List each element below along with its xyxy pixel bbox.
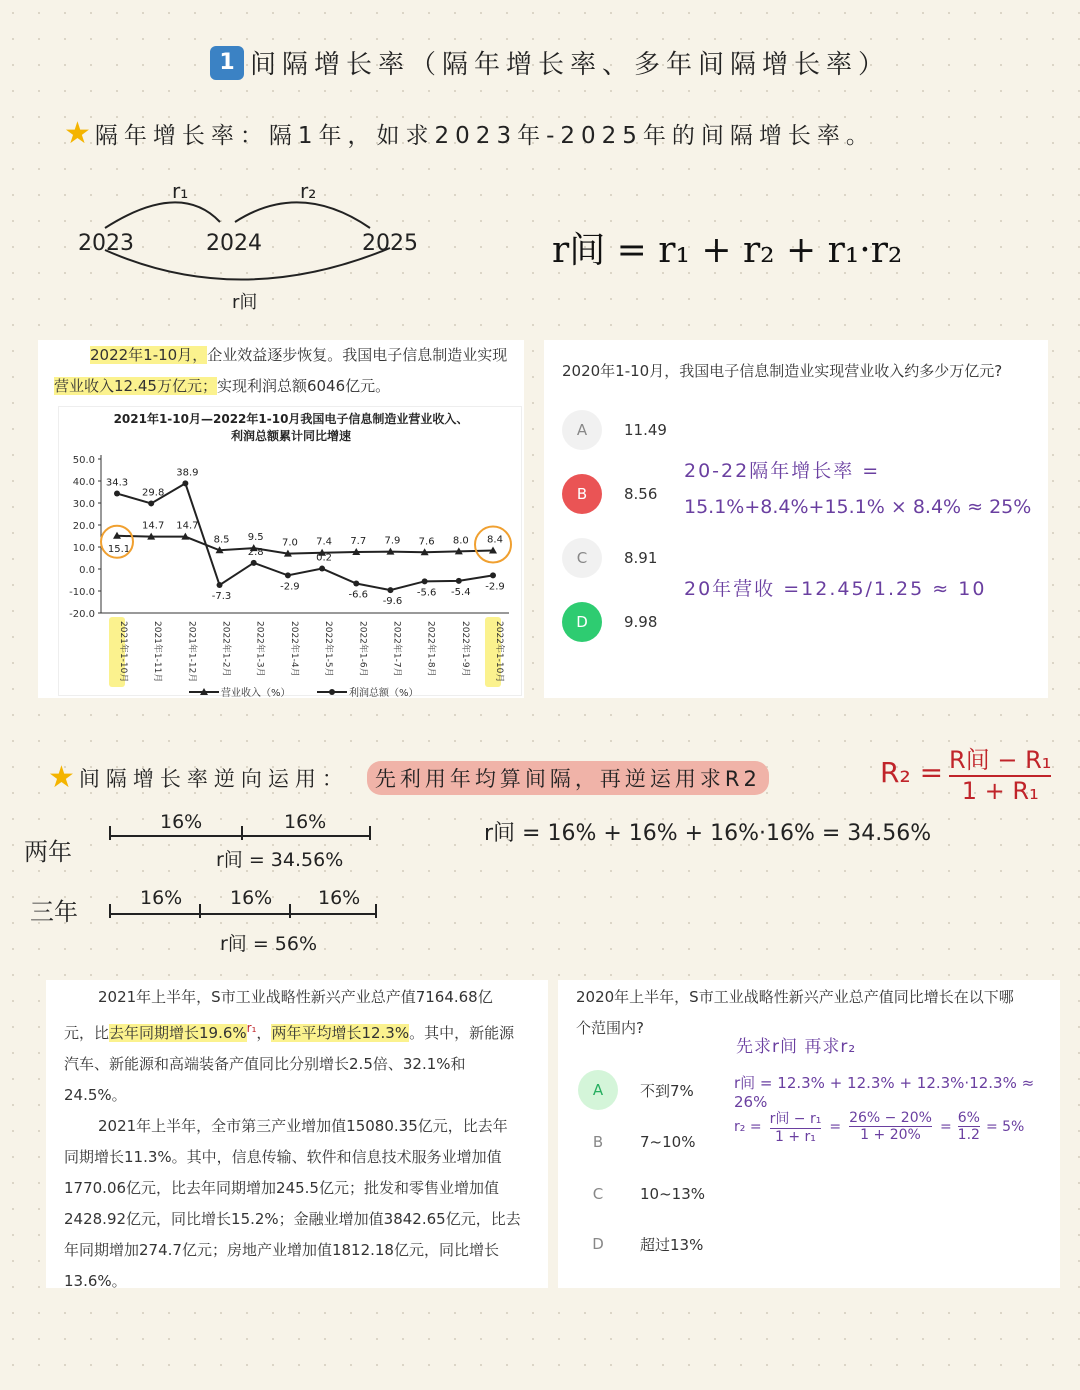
- y-tick-label: 40.0: [72, 477, 95, 488]
- section1-heading: [64, 116, 875, 151]
- data-label: 8.4: [487, 534, 503, 546]
- year-2023: 2023: [78, 231, 134, 256]
- data-label: 7.6: [418, 536, 435, 548]
- page-title-text: 间隔增长率（隔年增长率、多年间隔增长率）: [250, 50, 891, 80]
- q2-f3-den: 1.2: [957, 1127, 980, 1143]
- data-label: 7.0: [281, 537, 298, 549]
- y-tick-label: -10.0: [69, 587, 95, 598]
- para-line1: 企业效益逐步恢复。我国电子信息制造业实现: [207, 346, 508, 364]
- question-2-line2: 个范围内?: [576, 1019, 644, 1037]
- y-tick-label: -20.0: [69, 609, 95, 620]
- profit-point: [251, 560, 257, 566]
- x-tick-label: 2022年1-9月: [459, 621, 470, 677]
- highlight-avg: 两年平均增长12.3%: [271, 1024, 410, 1042]
- q2-note-2: r间 = 12.3% + 12.3% + 12.3%·12.3% ≈ 26%: [734, 1074, 1035, 1111]
- data-label: 8.5: [213, 534, 230, 546]
- data-label: 7.4: [316, 536, 333, 548]
- two-year-r: r间 = 34.56%: [216, 849, 344, 871]
- number-badge: 1: [210, 46, 244, 80]
- data-label: 8.0: [452, 535, 469, 547]
- seg-16-b: 16%: [284, 811, 327, 833]
- x-tick-label: 2022年1-4月: [288, 621, 299, 677]
- option-c-value: 8.91: [624, 549, 658, 567]
- p1-c: 汽车、新能源和高端装备产值同比分别增长2.5倍、32.1%和: [64, 1055, 466, 1073]
- option-c[interactable]: [562, 538, 657, 578]
- page-title: [210, 44, 890, 81]
- q2-f2-den: 1 + 20%: [860, 1127, 921, 1143]
- y-tick-label: 20.0: [72, 521, 95, 532]
- q2-option-c-value: 10~13%: [640, 1185, 705, 1203]
- chart-card: [38, 340, 524, 698]
- label-r1: r₁: [172, 179, 189, 203]
- x-tick-label: 2022年1-8月: [425, 621, 436, 677]
- data-label: -2.9: [485, 581, 505, 593]
- p1-a: 2021年上半年，S市工业战略性新兴产业总产值7164.68亿: [98, 988, 493, 1006]
- y-tick-label: 0.0: [79, 565, 95, 576]
- q2-option-c[interactable]: [578, 1174, 705, 1214]
- r2-formula-lhs: R₂ =: [880, 756, 944, 789]
- option-a-letter: A: [562, 410, 602, 450]
- x-tick-label: 2022年1-3月: [254, 621, 265, 677]
- q2-f1-den: 1 + r₁: [774, 1129, 816, 1145]
- y-tick-label: 10.0: [72, 543, 95, 554]
- q2-f1-num: r间 − r₁: [769, 1111, 822, 1127]
- p1-d: 24.5%。: [64, 1086, 127, 1104]
- profit-point: [422, 578, 428, 584]
- q2-option-b[interactable]: [578, 1122, 695, 1162]
- para-line2: 实现利润总额6046亿元。: [216, 377, 391, 395]
- data-label: 38.9: [176, 467, 199, 479]
- three-year-r: r间 = 56%: [220, 933, 318, 955]
- data-label: 9.5: [247, 532, 264, 544]
- q2-note-1: 先求r间 再求r₂: [736, 1037, 857, 1057]
- profit-point: [217, 582, 223, 588]
- label-rj: r间: [232, 292, 258, 313]
- y-tick-label: 50.0: [72, 455, 95, 466]
- star-icon: ★: [64, 116, 91, 151]
- x-tick-label: 2022年1-5月: [323, 621, 334, 677]
- data-label: -5.4: [451, 586, 471, 598]
- question-card-1: [544, 340, 1048, 698]
- x-tick-label: 2022年1-6月: [357, 621, 368, 677]
- q2-option-b-value: 7~10%: [640, 1133, 696, 1151]
- interval-formula: r间 = r₁ + r₂ + r₁·r₂: [552, 230, 903, 271]
- q2-option-a-value: 不到7%: [640, 1081, 694, 1100]
- label-r2: r₂: [300, 179, 317, 203]
- data-label: 2.8: [247, 546, 264, 558]
- note-3: 20年营收 =12.45/1.25 ≈ 10: [684, 578, 987, 600]
- q2-note-3: r₂ = r间 − r₁ 1 + r₁ = 26% − 20% 1 + 20% = 6% 1.2 = 5%: [734, 1110, 1025, 1145]
- q2-option-a-letter: A: [578, 1070, 618, 1110]
- data-label: 7.7: [350, 536, 367, 548]
- r2-formula-num: R间 − R₁: [949, 746, 1052, 774]
- data-label: 0.2: [316, 552, 333, 564]
- x-tick-label: 2021年1-10月: [118, 621, 128, 683]
- option-d[interactable]: [562, 602, 657, 642]
- q2-option-a[interactable]: [578, 1070, 694, 1110]
- profit-point: [148, 500, 154, 506]
- chart-legend: [189, 686, 419, 697]
- seg-16-e: 16%: [318, 887, 361, 909]
- data-label: -9.6: [382, 596, 403, 608]
- data-label: 29.8: [142, 487, 165, 499]
- series-line: [117, 536, 493, 554]
- q2-f-result: = 5%: [985, 1118, 1025, 1135]
- data-label: 34.3: [105, 477, 129, 489]
- x-tick-label: 2022年1-10月: [494, 621, 504, 683]
- y-tick-label: 30.0: [72, 499, 95, 510]
- q2-option-d-value: 超过13%: [640, 1235, 704, 1254]
- x-tick-label: 2021年1-12月: [186, 621, 197, 683]
- legend-revenue: 营业收入（%）: [221, 688, 291, 697]
- option-c-letter: C: [562, 538, 602, 578]
- option-a-value: 11.49: [624, 421, 667, 439]
- line-chart: [59, 407, 523, 697]
- year-2025: 2025: [362, 231, 418, 256]
- q2-f3-num: 6%: [957, 1110, 980, 1126]
- profit-point: [387, 587, 393, 593]
- option-d-letter: D: [562, 602, 602, 642]
- note-2: 15.1%+8.4%+15.1% × 8.4% ≈ 25%: [684, 496, 1032, 518]
- x-tick-label: 2022年1-7月: [391, 621, 402, 677]
- seg-16-d: 16%: [230, 887, 273, 909]
- x-tick-label: 2021年1-11月: [152, 621, 163, 683]
- year-2024: 2024: [206, 231, 262, 256]
- data-label: 15.1: [107, 543, 131, 555]
- p2-a: 2021年上半年，全市第三产业增加值15080.35亿元，比去年: [98, 1117, 508, 1135]
- p1-b: 元，比去年同期增长19.6%$^{r_1}$，两年平均增长12.3%。其中，新能源: [64, 1021, 515, 1042]
- segments-diagram: [20, 800, 420, 970]
- profit-point: [319, 566, 325, 572]
- section2-text: 间隔增长率逆向运用：: [78, 766, 349, 791]
- q2-f2-num: 26% − 20%: [849, 1110, 932, 1126]
- profit-point: [353, 581, 359, 587]
- text-card-body: [64, 982, 544, 1297]
- question-2-line1: 2020年上半年，S市工业战略性新兴产业总产值同比增长在以下哪: [576, 988, 1014, 1006]
- profit-point: [490, 572, 496, 578]
- data-label: -5.6: [416, 587, 437, 599]
- p2-f: 13.6%。: [64, 1272, 127, 1290]
- two-year-label: 两年: [24, 838, 72, 866]
- section2-heading: [48, 760, 769, 795]
- p2-b: 同期增长11.3%。其中，信息传输、软件和信息技术服务业增加值: [64, 1148, 502, 1166]
- chart-card-text: [54, 340, 524, 402]
- seg-16-c: 16%: [140, 887, 183, 909]
- option-a[interactable]: [562, 410, 667, 450]
- x-tick-label: 2022年1-2月: [220, 621, 231, 677]
- option-d-value: 9.98: [624, 613, 658, 631]
- data-label: 14.7: [176, 520, 199, 532]
- question-card-2: [558, 980, 1060, 1288]
- profit-point: [456, 578, 462, 584]
- star-icon-2: ★: [48, 760, 75, 795]
- section1-text: 隔年增长率：隔1年，如求2023年-2025年的间隔增长率。: [94, 123, 875, 149]
- p2-e: 年同期增加274.7亿元；房地产业增加值1812.18亿元，同比增长: [64, 1241, 499, 1259]
- data-label: -7.3: [211, 591, 232, 603]
- data-label: 7.9: [384, 535, 401, 547]
- highlight-date: 2022年1-10月，: [90, 346, 208, 364]
- p2-c: 1770.06亿元，比去年同期增加245.5亿元；批发和零售业增加值: [64, 1179, 499, 1197]
- data-label: -6.6: [348, 589, 369, 601]
- q2-option-c-letter: C: [578, 1174, 618, 1214]
- data-label: 14.7: [142, 520, 165, 532]
- profit-point: [285, 572, 291, 578]
- profit-point: [182, 480, 188, 486]
- p2-d: 2428.92亿元，同比增长15.2%；金融业增加值3842.65亿元，比去: [64, 1210, 521, 1228]
- highlight-growth: 去年同期增长19.6%: [109, 1024, 247, 1042]
- option-b-value: 8.56: [624, 485, 658, 503]
- r2-formula: [880, 740, 1051, 805]
- q2-option-d-letter: D: [578, 1224, 618, 1264]
- legend-profit: 利润总额（%）: [349, 688, 419, 697]
- q2-option-b-letter: B: [578, 1122, 618, 1162]
- q2-note-3-lhs: r₂ =: [734, 1118, 762, 1135]
- chart-title-2: 利润总额累计同比增速: [230, 429, 352, 443]
- highlight-revenue: 营业收入12.45万亿元；: [54, 377, 217, 395]
- q2-option-d[interactable]: [578, 1224, 703, 1264]
- data-label: -2.9: [280, 581, 300, 593]
- note-1: 20-22隔年增长率 =: [684, 460, 881, 482]
- three-year-label: 三年: [30, 898, 78, 926]
- text-card: [46, 980, 548, 1288]
- profit-point: [114, 491, 120, 497]
- option-b-letter: B: [562, 474, 602, 514]
- option-b[interactable]: [562, 474, 657, 514]
- line-chart-box: [58, 406, 522, 696]
- interval-calc: r间 = 16% + 16% + 16%·16% = 34.56%: [484, 821, 932, 846]
- question-1-text: 2020年1-10月，我国电子信息制造业实现营业收入约多少万亿元?: [562, 362, 1003, 380]
- seg-16-a: 16%: [160, 811, 203, 833]
- r2-formula-den: 1 + R₁: [961, 777, 1039, 805]
- chart-title-1: 2021年1-10月—2022年1-10月我国电子信息制造业营业收入、: [113, 412, 469, 426]
- interval-diagram: [60, 170, 440, 320]
- section2-pill: 先利用年均算间隔，再逆运用求R2: [367, 761, 769, 795]
- mark-r1: r₁: [246, 1021, 257, 1035]
